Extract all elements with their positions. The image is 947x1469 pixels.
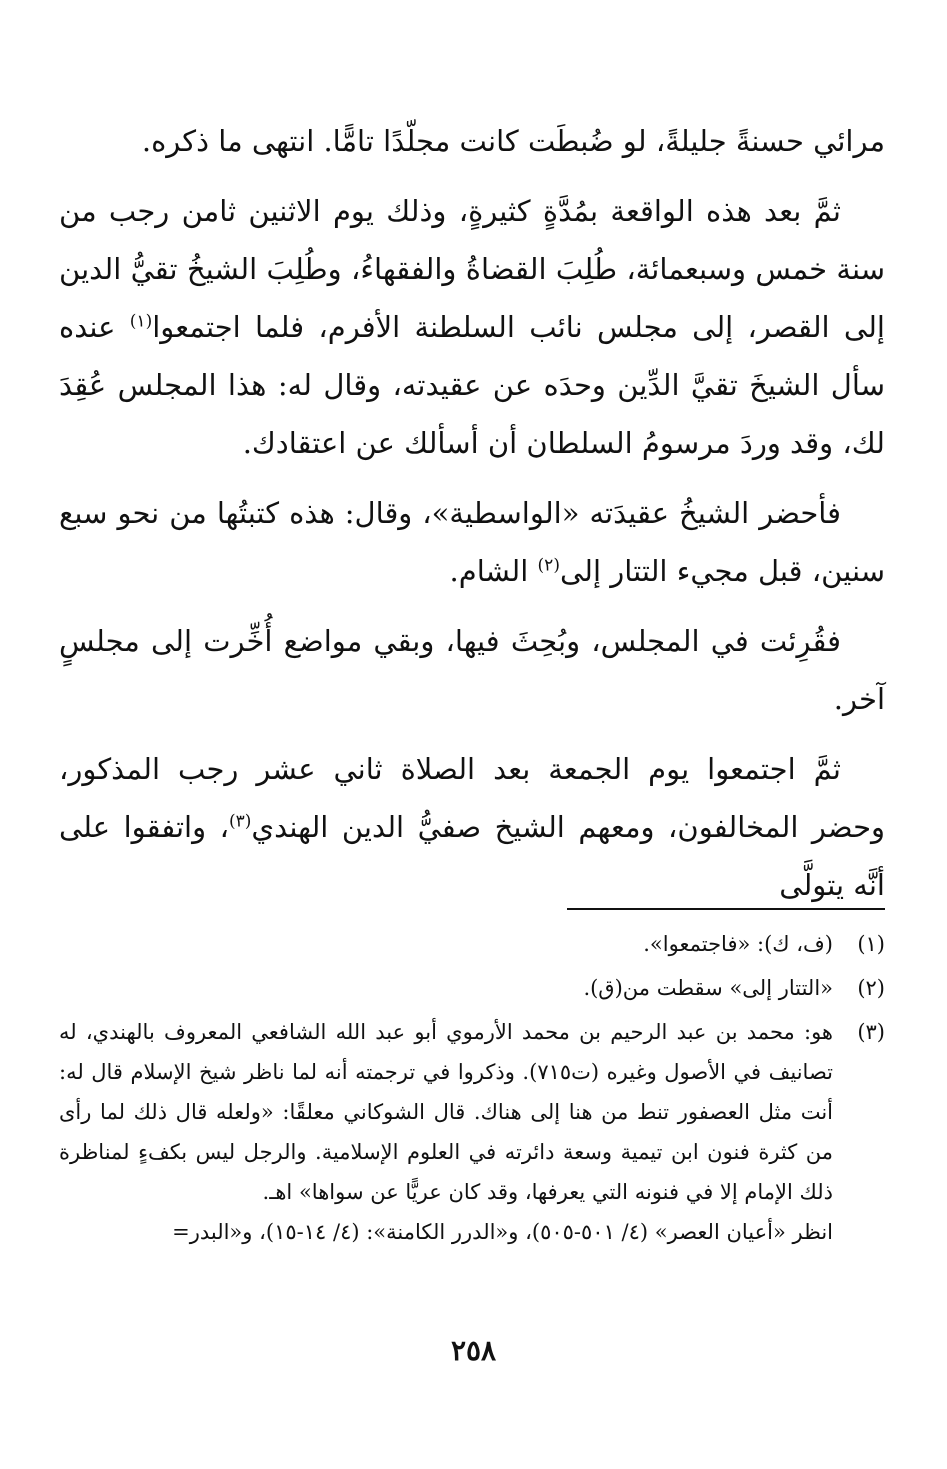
footnotes [59,924,885,1256]
paragraph-2 [59,182,885,472]
page-number: ٢٥٨ [450,1334,497,1367]
footnote-text: «التتار إلى» سقطت من(ق). [583,976,833,1000]
footnote-text: (ف، ك): «فاجتمعوا». [643,932,833,956]
paragraph-2-part-b: عنده سأل الشيخَ تقيَّ الدِّين وحدَه عن عقيدته، وقال له: هذا المجلس عُقِدَ لك، وقد وردَ مرسومُ السلطان أن أسألك عن اعتقادك. [59,310,885,460]
footnote-text: هو: محمد بن عبد الرحيم بن محمد الأرموي أبو عبد الله الشافعي المعروف بالهندي، له تصانيف في الأصول وغيره (ت٧١٥). وذكروا في ترجمته أنه لما ناظر شيخ الإسلام قال له: أنت مثل العصفور تنط من هنا إلى هناك. قال الشوكاني معلقًا: «ولعله قال ذلك لما رأى من كثرة فنون ابن تيمية وسعة دائرته في العلوم الإسلامية. والرجل ليس بكفءٍ لمناظرة ذلك الإمام إلا في فنونه التي يعرفها، وقد كان عريًّا عن سواها» اهـ. [59,1020,833,1204]
footnote-3 [59,1012,885,1252]
paragraph-3-part-b: الشام. [449,554,538,588]
main-text [59,112,885,926]
footnote-number: (٣) [857,1020,885,1044]
paragraph-1: مرائي حسنةً جليلةً، لو ضُبطَت كانت مجلّدًا تامًّا. انتهى ما ذكره. [141,124,885,158]
footnote-ref-1: (١) [129,311,153,332]
footnote-ref-3: (٣) [228,811,252,832]
paragraph-5-part-a: ثمَّ اجتمعوا يوم الجمعة بعد الصلاة ثاني عشر رجب المذكور، وحضر المخالفون، ومعهم الشيخ صفيُّ الدين الهندي [59,752,886,844]
paragraph-4: فقُرِئت في المجلس، وبُحِثَ فيها، وبقي مواضع أُخِّرت إلى مجلسٍ آخر. [59,624,885,716]
footnote-source-line: انظر «أعيان العصر» (٤/ ٥٠١-٥٠٥)، و«الدرر الكامنة»: (٤/ ١٤-١٥)، و«البدر= [172,1220,833,1244]
paragraph-2-part-a: ثمَّ بعد هذه الواقعة بمُدَّةٍ كثيرةٍ، وذلك يوم الاثنين ثامن رجب من سنة خمس وسبعمائة، طُلِبَ القضاةُ والفقهاءُ، وطُلِبَ الشيخُ تقيُّ الدين إلى القصر، إلى مجلس نائب السلطنة الأفرم، فلما اجتمعوا [59,194,885,344]
paragraph-3-part-a: فأحضر الشيخُ عقيدَته «الواسطية»، وقال: هذه كتبتُها من نحو سبع سنين، قبل مجيء التتار إلى [59,496,885,588]
footnote-divider [567,908,885,910]
footnote-number: (١) [857,932,885,956]
footnote-number: (٢) [857,976,885,1000]
paragraph-3 [59,484,885,600]
paragraph-5 [59,740,885,914]
paragraph-5-part-b: ، واتفقوا على أنَّه يتولَّى [59,810,885,902]
footnote-ref-2: (٢) [537,555,560,576]
footnote-2 [59,968,885,1008]
footnote-1 [59,924,885,964]
